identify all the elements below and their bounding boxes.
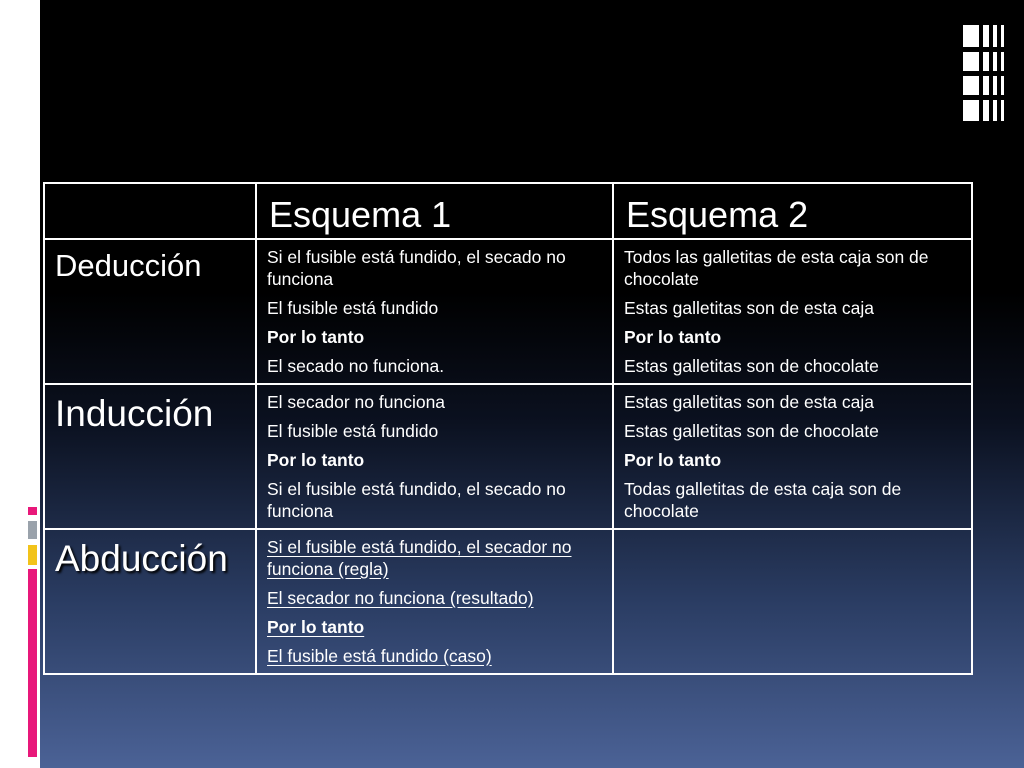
cell-line: Estas galletitas son de chocolate <box>624 356 879 376</box>
cell-line-bold: Por lo tanto <box>624 327 722 347</box>
cell-line-bold: Por lo tanto <box>267 617 365 637</box>
accent-bar-icon <box>28 521 37 539</box>
cell-deduccion-esquema-1 <box>256 239 613 384</box>
cell-line: Todos las galletitas de esta caja son de chocolate <box>624 247 929 289</box>
left-accent-bars <box>28 507 40 757</box>
cell-line: El secado no funciona. <box>267 356 445 376</box>
header-esquema-1: Esquema 1 <box>256 183 613 239</box>
header-blank-cell <box>44 183 256 239</box>
corner-logo-icon <box>963 25 1007 121</box>
cell-line: Si el fusible está fundido, el secador no funciona (regla) <box>267 537 572 579</box>
table-header-row <box>44 183 972 239</box>
row-label-abduccion: Abducción <box>44 529 256 674</box>
cell-line: Estas galletitas son de esta caja <box>624 392 875 412</box>
cell-induccion-esquema-1 <box>256 384 613 529</box>
cell-line: Todas galletitas de esta caja son de chocolate <box>624 479 902 521</box>
cell-abduccion-esquema-1 <box>256 529 613 674</box>
table-row <box>44 384 972 529</box>
accent-bar-icon <box>28 507 37 515</box>
table-row <box>44 239 972 384</box>
header-esquema-2: Esquema 2 <box>613 183 972 239</box>
cell-line-bold: Por lo tanto <box>267 327 365 347</box>
cell-line: Estas galletitas son de esta caja <box>624 298 875 318</box>
cell-line-bold: Por lo tanto <box>624 450 722 470</box>
row-label-deduccion: Deducción <box>44 239 256 384</box>
cell-line: El fusible está fundido <box>267 421 439 441</box>
cell-abduccion-esquema-2-empty <box>613 529 972 674</box>
cell-line: El secador no funciona <box>267 392 446 412</box>
cell-line-bold: Por lo tanto <box>267 450 365 470</box>
comparison-table <box>43 182 973 675</box>
cell-line: El secador no funciona (resultado) <box>267 588 534 608</box>
row-label-induccion: Inducción <box>44 384 256 529</box>
accent-bar-icon <box>28 569 37 757</box>
cell-line: Si el fusible está fundido, el secado no funciona <box>267 479 566 521</box>
cell-line: Si el fusible está fundido, el secado no funciona <box>267 247 566 289</box>
cell-induccion-esquema-2 <box>613 384 972 529</box>
cell-line: Estas galletitas son de chocolate <box>624 421 879 441</box>
cell-deduccion-esquema-2 <box>613 239 972 384</box>
table-row <box>44 529 972 674</box>
cell-line: El fusible está fundido (caso) <box>267 646 492 666</box>
cell-line: El fusible está fundido <box>267 298 439 318</box>
accent-bar-icon <box>28 545 37 565</box>
